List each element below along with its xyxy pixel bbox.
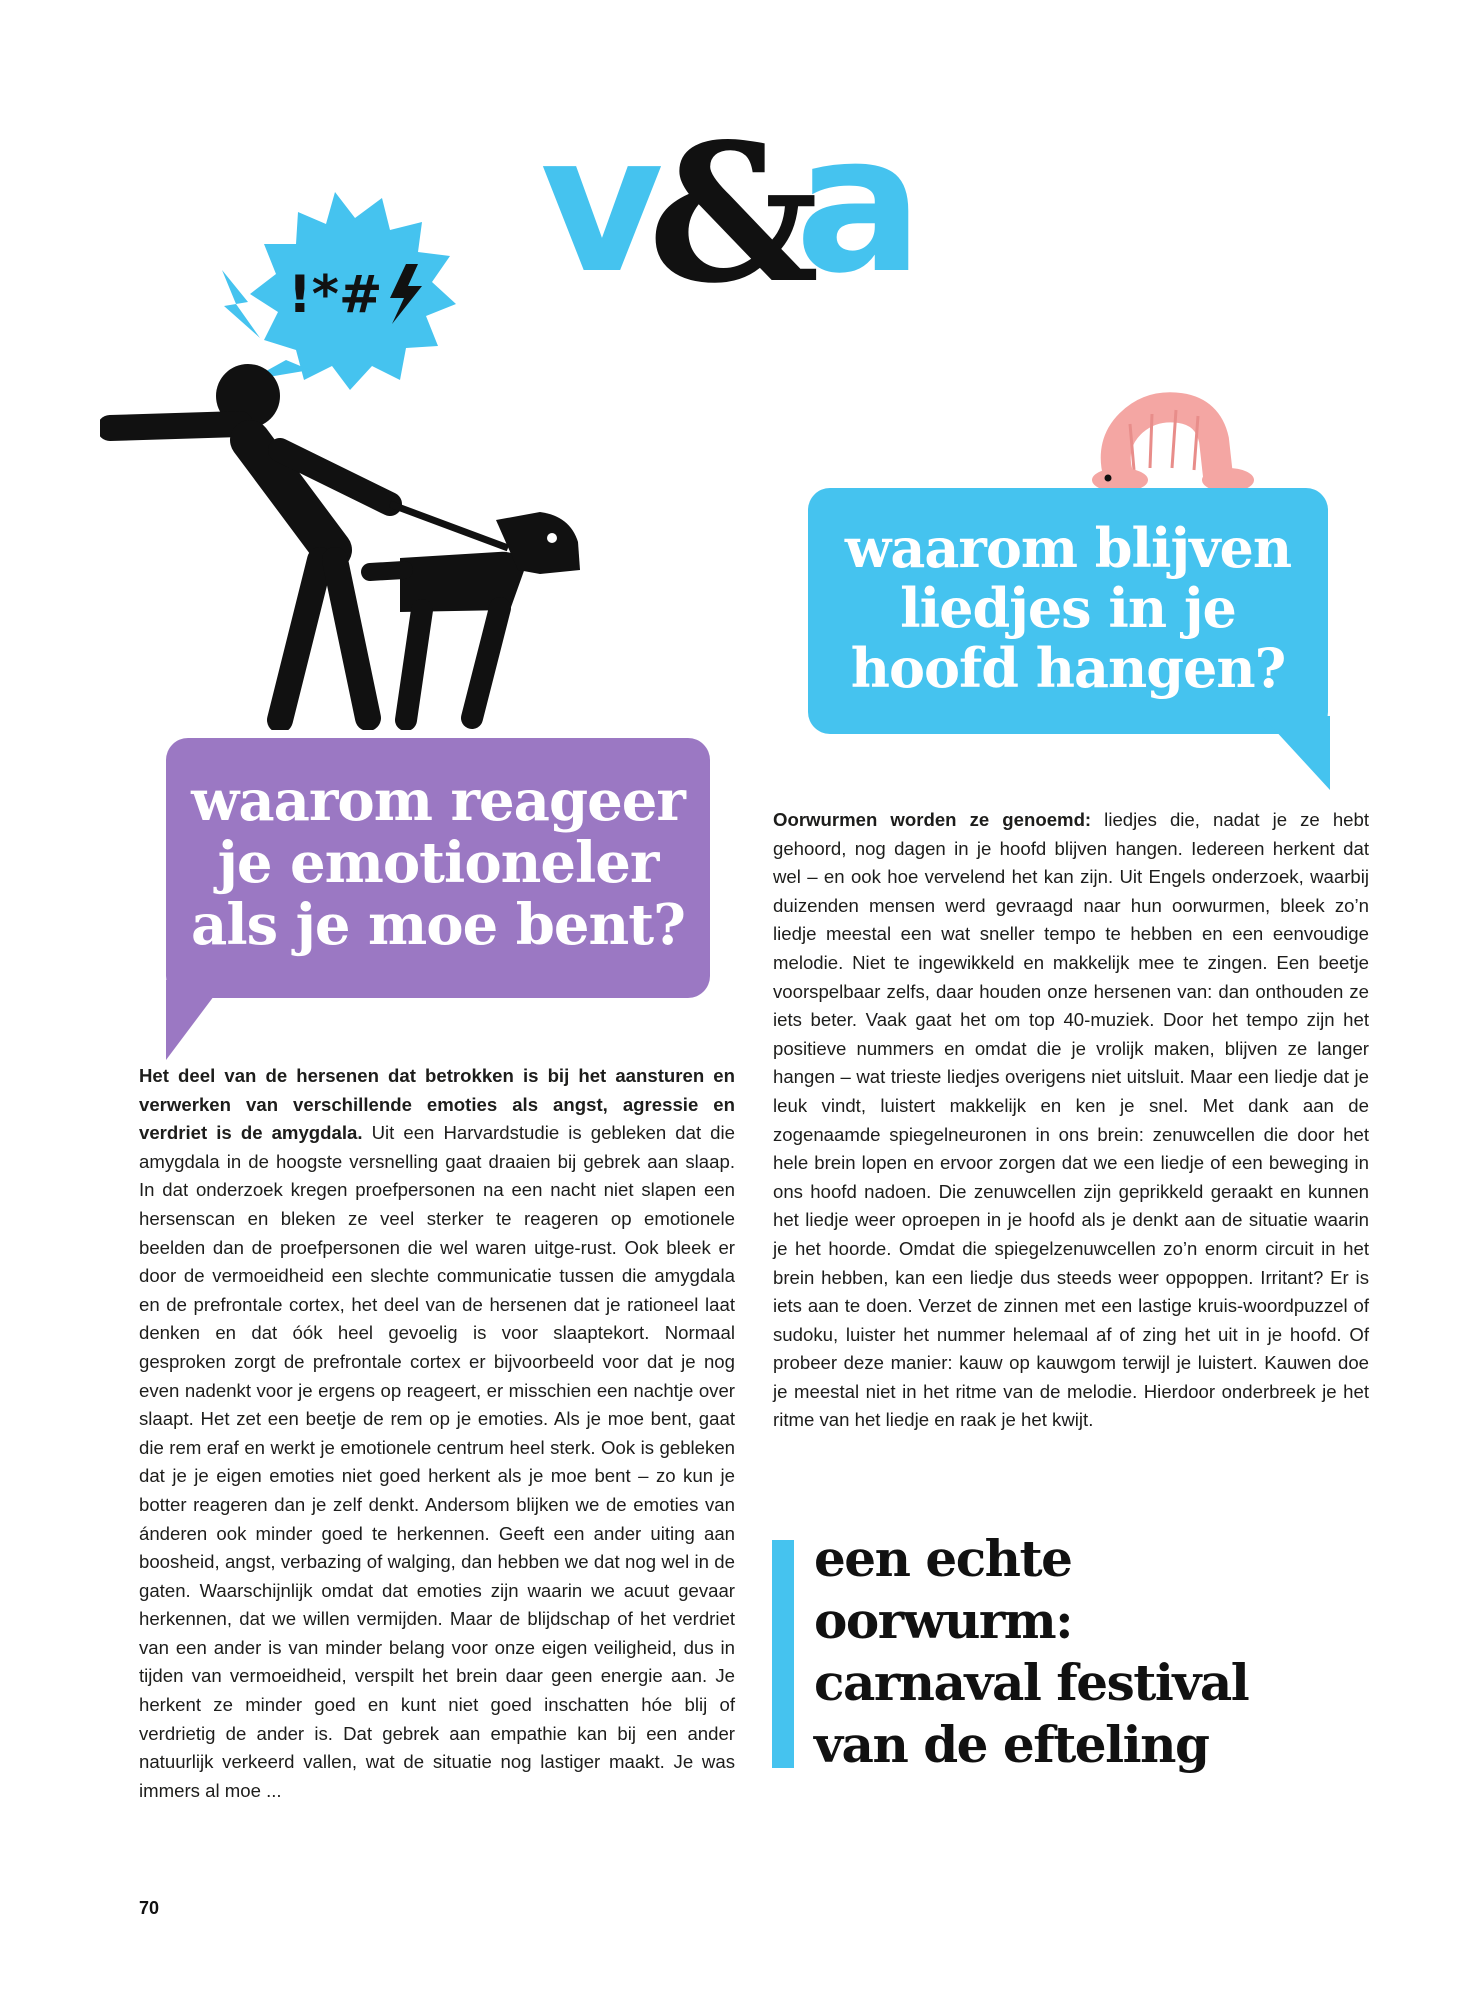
- speech-symbols: !*#: [288, 265, 383, 325]
- masthead-v: v: [540, 120, 656, 310]
- question2-lead: Oorwurmen worden ze genoemd:: [773, 809, 1092, 830]
- question1-title-line: waarom reageer: [191, 768, 685, 834]
- question2-title-line: liedjes in je: [900, 576, 1236, 640]
- question1-body: [139, 1062, 735, 1805]
- question1-bubble-tail: [166, 980, 226, 1060]
- question2-bubble: [808, 488, 1328, 734]
- pull-quote: [814, 1528, 1354, 1776]
- person-walking-dog-illustration: [100, 190, 640, 730]
- pull-quote-line: een echte: [814, 1529, 1072, 1588]
- lightning-icon: [222, 270, 260, 338]
- worm-icon: [1090, 384, 1260, 494]
- angry-speech-burst-icon: [250, 192, 456, 390]
- question1-title-line: als je moe bent?: [191, 892, 685, 958]
- dog-icon: [370, 512, 580, 720]
- question1-text: Uit een Harvardstudie is gebleken dat die amygdala in de hoogste versnelling gaat draaien bij gebrek aan slaap. In dat onderzoek kregen proefpersonen na een nacht niet slapen een hersenscan en bleken ze veel sterker te reageren op emotionele beelden dan de proefpersonen die wel waren uitge-rust. Ook bleek er door de vermoeidheid een slechte communicatie tussen die amygdala en de prefrontale cortex, het deel van de hersenen dat je rationeel laat denken en dat óók heel gevoelig is voor slaaptekort. Normaal gesproken zorgt de prefrontale cortex er bijvoorbeeld voor dat je nog even nadenkt voor je ergens op reageert, er misschien een nachtje over slaapt. Het zet een beetje de rem op je emoties. Als je moe bent, gaat die rem eraf en werkt je emotionele centrum heel sterk. Ook is gebleken dat je je eigen emoties niet goed herkent als je moe bent – zo kun je botter reageren dan je zelf denkt. Andersom blijken we de emoties van ánderen ook minder goed te herkennen. Geeft een ander uiting aan boosheid, angst, verbazing of walging, dan hebben we dat nog wel in de gaten. Waarschijnlijk omdat dat emoties zijn waarin we acuut gevaar herkennen, dat we willen vermijden. Maar de blijdschap of het verdriet van een ander is van minder belang voor onze eigen veiligheid, dus in tijden van vermoeidheid, verspilt het brein daar geen energie aan. Je herkent ze minder goed en kunt niet goed inschatten hóe blij of verdrietig de ander is. Dat gebrek aan empathie kan bij een ander natuurlijk verkeerd vallen, wat de situatie nog lastiger maakt. Je was immers al moe ...: [139, 1122, 735, 1801]
- question2-title-line: hoofd hangen?: [850, 636, 1286, 700]
- question2-title: [808, 518, 1328, 698]
- pull-quote-line: oorwurm:: [814, 1591, 1073, 1650]
- masthead-a: a: [795, 120, 924, 310]
- question2-text: liedjes die, nadat je ze hebt gehoord, nog dagen in je hoofd blijven hangen. Iedereen herkent dat wel – en ook hoe vervelend het kan zijn. Uit Engels onderzoek, waarbij duizenden mensen werd gevraagd naar hun oorwurmen, bleek zo’n liedje meestal een wat sneller tempo te hebben en een eenvoudige melodie. Niet te ingewikkeld en makkelijk mee te zingen. Een beetje voorspelbaar zelfs, daar houden onze hersenen van: dan onthouden ze iets beter. Vaak gaat het om top 40-muziek. Door het tempo zijn het positieve nummers en omdat die je vrolijk maken, blijven ze langer hangen – wat trieste liedjes overigens niet uitsluit. Maar een liedje dat je leuk vindt, luistert makkelijk en ken je snel. Met dank aan de zogenaamde spiegelneuronen in ons brein: zenuwcellen die door het hele brein lopen en ervoor zorgen dat we een liedje of een beweging in ons hoofd nadoen. Die zenuwcellen zijn geprikkeld geraakt en kunnen het liedje weer oproepen in je hoofd als je denkt aan de situatie waarin je het hoorde. Omdat die spiegelzenuwcellen zo’n enorm circuit in het brein hebben, kan een liedje dus steeds weer oppoppen. Irritant? Er is iets aan te doen. Verzet de zinnen met een lastige kruis-woordpuzzel of sudoku, luister het nummer helemaal af of zing het uit in je hoofd. Of probeer deze manier: kauw op kauwgom terwijl je luistert. Kauwen doe je meestal niet in het ritme van de melodie. Hierdoor onderbreek je het ritme van het liedje en raak je het kwijt.: [773, 809, 1370, 1431]
- question2-title-line: waarom blijven: [844, 516, 1292, 580]
- question1-title-line: je emotioneler: [217, 830, 659, 896]
- question1-bubble: [166, 738, 710, 998]
- question1-lead: Het deel van de hersenen dat betrokken is bij het aansturen en verwerken van verschillende emoties als angst, agressie en verdriet is de amygdala.: [139, 1065, 735, 1144]
- pull-quote-line: van de efteling: [814, 1715, 1209, 1774]
- masthead-ampersand: &: [648, 120, 820, 310]
- person-icon: [110, 364, 390, 720]
- pull-quote-line: carnaval festival: [814, 1653, 1249, 1712]
- question2-body: [773, 806, 1369, 1435]
- question1-title: [166, 770, 710, 956]
- page-number: 70: [139, 1898, 160, 1918]
- leash-icon: [390, 504, 508, 548]
- pull-quote-bar: [772, 1540, 794, 1768]
- question2-bubble-tail: [1262, 716, 1330, 790]
